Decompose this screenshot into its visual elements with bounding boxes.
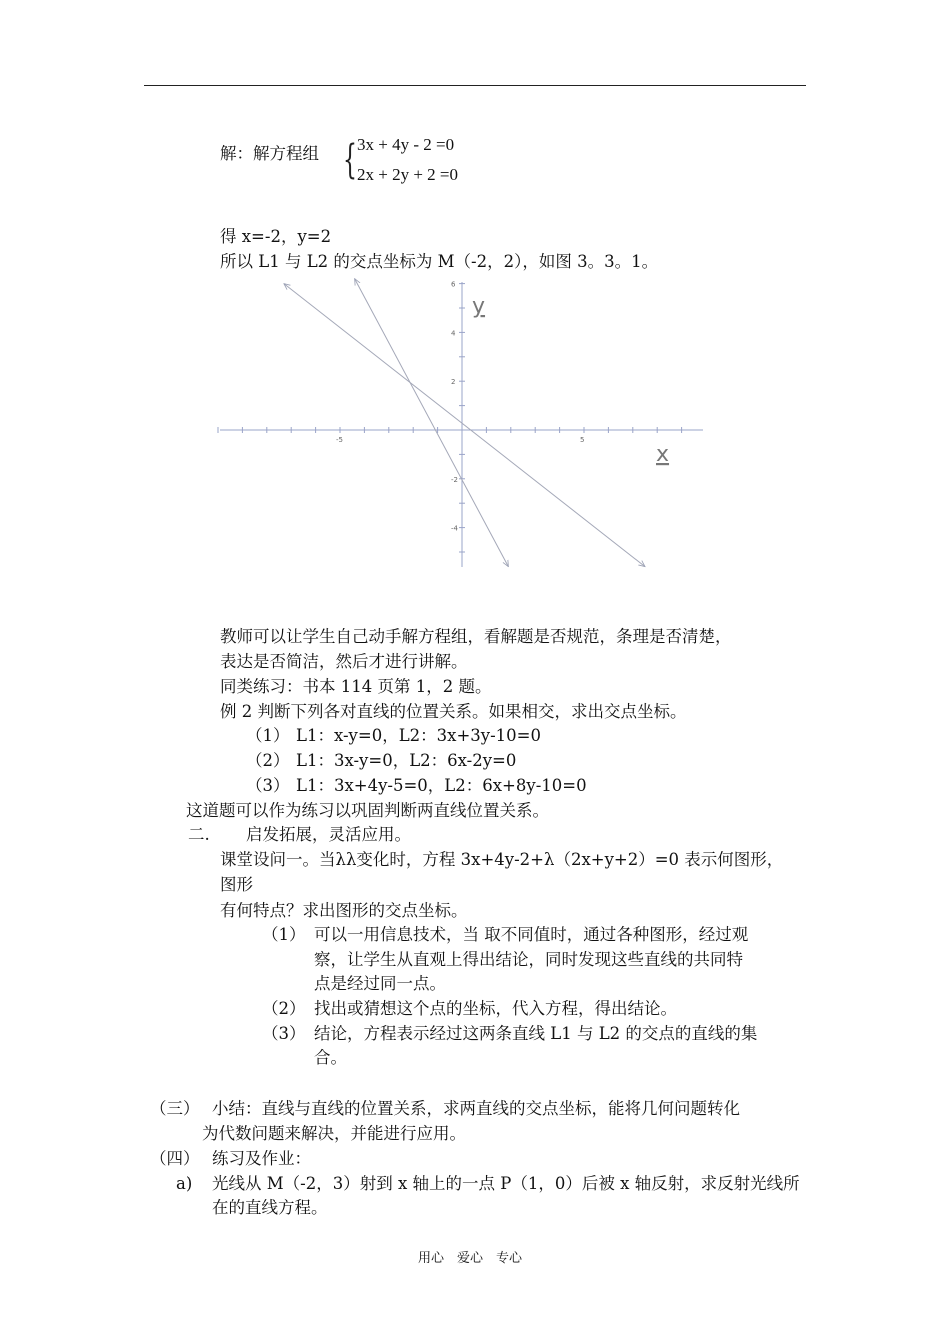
homework-text-1: 光线从 M（-2，3）射到 x 轴上的一点 P（1，0）后被 x 轴反射，求反射光线所 xyxy=(212,1174,800,1193)
item-text: 点是经过同一点。 xyxy=(314,974,446,993)
item-number: （2） xyxy=(262,999,306,1018)
item-number: （3） xyxy=(262,1024,306,1043)
x-axis-label: x xyxy=(656,442,670,467)
graph-line-l1 xyxy=(284,284,645,567)
section-4-title: 练习及作业： xyxy=(212,1149,311,1168)
homework-label: a) xyxy=(176,1174,193,1193)
y-tick-label: 6 xyxy=(451,280,456,289)
solution-intro: 解：解方程组 xyxy=(220,144,319,163)
paragraph-teacher-2: 表达是否简洁，然后才进行讲解。 xyxy=(220,652,468,671)
y-tick-label: -2 xyxy=(451,475,458,484)
classroom-question-1: 课堂设问一。当λλ变化时，方程 3x+4y-2+λ（2x+y+2）=0 表示何图形， xyxy=(220,850,784,869)
y-tick-label: 2 xyxy=(451,378,456,387)
x-tick-label: 5 xyxy=(580,436,585,444)
exercise-number: （1） xyxy=(246,726,290,745)
x-tick-label: -5 xyxy=(336,436,343,444)
equation-brace: { xyxy=(343,137,357,183)
section-2-title: 启发拓展，灵活应用。 xyxy=(246,825,411,844)
exercise-text: L1：3x-y=0，L2：6x-2y=0 xyxy=(296,751,517,770)
item-text: 察，让学生从直观上得出结论，同时发现这些直线的共同特 xyxy=(314,950,743,969)
y-axis-label: y xyxy=(472,294,486,319)
y-tick-label: -4 xyxy=(451,524,458,533)
item-number: （1） xyxy=(262,925,306,944)
paragraph-teacher-1: 教师可以让学生自己动手解方程组，看解题是否规范，条理是否清楚， xyxy=(220,627,732,646)
figure-3-3-1-graph xyxy=(0,0,950,600)
item-text: 结论，方程表示经过这两条直线 L1 与 L2 的交点的直线的集 xyxy=(314,1024,758,1043)
graph-line-l2 xyxy=(355,279,509,567)
classroom-question-2: 图形 xyxy=(220,875,253,894)
exercise-text: L1：3x+4y-5=0，L2：6x+8y-10=0 xyxy=(296,776,587,795)
exercise-text: L1：x-y=0，L2：3x+3y-10=0 xyxy=(296,726,541,745)
item-text: 可以一用信息技术，当 取不同值时，通过各种图形，经过观 xyxy=(314,925,749,944)
exercise-note: 这道题可以作为练习以巩固判断两直线位置关系。 xyxy=(186,801,549,820)
section-4-number: （四） xyxy=(150,1149,200,1168)
y-tick-label: 4 xyxy=(451,329,456,338)
item-text: 找出或猜想这个点的坐标，代入方程，得出结论。 xyxy=(314,999,677,1018)
solution-conclusion: 所以 L1 与 L2 的交点坐标为 M（-2，2），如图 3。3。1。 xyxy=(220,252,659,271)
section-3-number: （三） xyxy=(150,1099,200,1118)
equation-2: 2x + 2y + 2 =0 xyxy=(357,165,459,184)
summary-text-2: 为代数问题来解决，并能进行应用。 xyxy=(202,1124,466,1143)
section-2-number: 二. xyxy=(188,825,210,844)
item-text: 合。 xyxy=(314,1048,347,1067)
practice-note: 同类练习：书本 114 页第 1，2 题。 xyxy=(220,677,492,696)
solution-result: 得 x=-2，y=2 xyxy=(220,227,332,246)
footer-motto: 用心 爱心 专心 xyxy=(418,1251,523,1266)
homework-text-2: 在的直线方程。 xyxy=(212,1198,328,1217)
exercise-number: （3） xyxy=(246,776,290,795)
example-2-prompt: 例 2 判断下列各对直线的位置关系。如果相交，求出交点坐标。 xyxy=(220,702,687,721)
exercise-number: （2） xyxy=(246,751,290,770)
classroom-question-3: 有何特点？求出图形的交点坐标。 xyxy=(220,901,468,920)
summary-text-1: 小结：直线与直线的位置关系，求两直线的交点坐标，能将几何问题转化 xyxy=(212,1099,740,1118)
equation-1: 3x + 4y - 2 =0 xyxy=(357,135,455,154)
